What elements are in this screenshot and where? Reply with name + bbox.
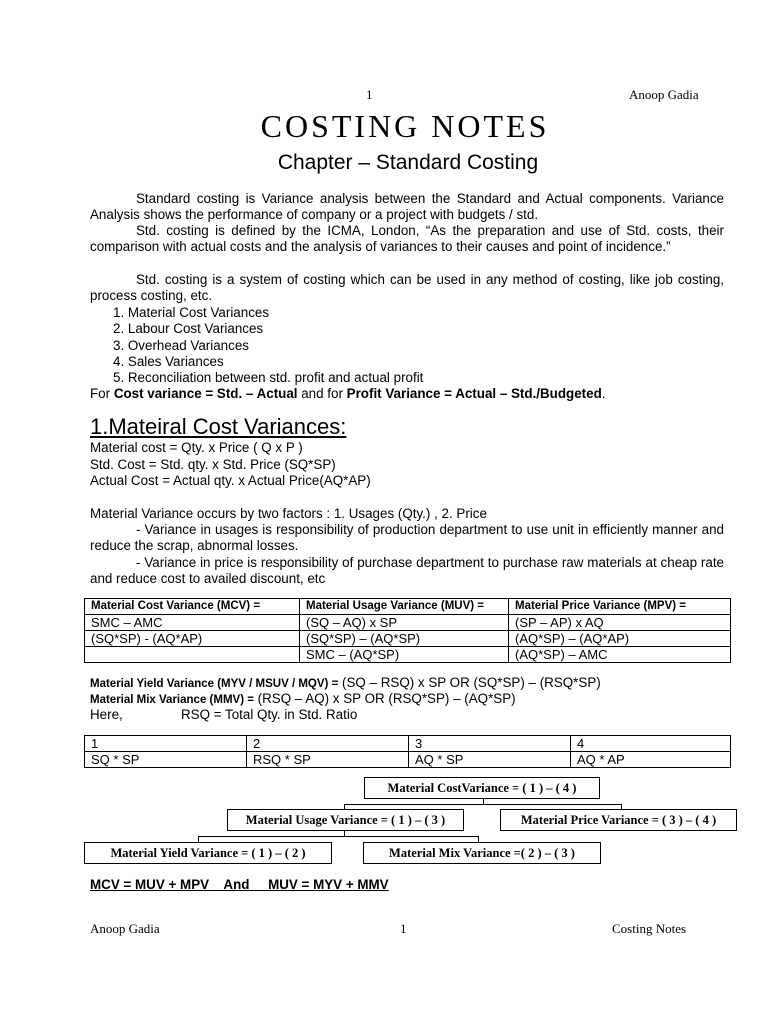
diagram-box-material-price-variance: Material Price Variance = ( 3 ) – ( 4 ) xyxy=(500,809,737,831)
yield-variance-line xyxy=(90,675,601,692)
list-item: 5. Reconciliation between std. profit and actual profit xyxy=(113,370,424,386)
table-cell: SQ * SP xyxy=(85,752,247,768)
intro-p2-text: Std. costing is defined by the ICMA, London, “As the preparation and use of Std. costs, their comparison with actual costs and the analysis of variances to their causes and point of incidence.” xyxy=(90,223,724,255)
table-cell: 1 xyxy=(85,736,247,752)
here-line xyxy=(90,707,357,723)
factors-line: Material Variance occurs by two factors : 1. Usages (Qty.) , 2. Price xyxy=(90,506,487,521)
reference-table xyxy=(84,735,731,768)
list-item: 4. Sales Variances xyxy=(113,353,224,369)
table-cell: (SQ – AQ) x SP xyxy=(300,615,509,631)
cost-variance-formula: Cost variance = Std. – Actual xyxy=(113,386,298,401)
definition-actual-cost: Actual Cost = Actual qty. x Actual Price(AQ*AP) xyxy=(90,473,371,488)
header-author: Anoop Gadia xyxy=(629,87,699,102)
formula-end: . xyxy=(601,386,606,401)
diagram-box-material-mix-variance: Material Mix Variance =( 2 ) – ( 3 ) xyxy=(363,842,601,864)
document-title: COSTING NOTES xyxy=(260,108,550,144)
table-cell: AQ * SP xyxy=(409,752,571,768)
chapter-heading: Chapter – Standard Costing xyxy=(277,151,539,174)
summary-formula: MCV = MUV + MPV And MUV = MYV + MMV xyxy=(90,877,389,892)
price-note-text: - Variance in price is responsibility of purchase department to purchase raw materials at cheap rate and reduce cost to availed discount, etc xyxy=(90,555,724,587)
formula-mid: and for xyxy=(297,386,347,401)
table-cell: RSQ * SP xyxy=(247,752,409,768)
yield-variance-label: Material Yield Variance (MYV / MSUV / MQV) = xyxy=(90,678,339,690)
variance-definition-line xyxy=(90,386,606,402)
here-label: Here, xyxy=(90,707,123,722)
mix-variance-formula: (RSQ – AQ) x SP OR (RSQ*SP) – (AQ*SP) xyxy=(253,691,516,706)
table-row xyxy=(85,631,731,647)
table-row xyxy=(85,752,731,768)
yield-variance-formula: (SQ – RSQ) x SP OR (SQ*SP) – (RSQ*SP) xyxy=(338,675,601,690)
intro-p1-text: Standard costing is Variance analysis between the Standard and Actual components. Variance Analysis shows the performance of company or a project with budgets / std. xyxy=(90,191,724,223)
profit-variance-formula: Profit Variance = Actual – Std./Budgeted xyxy=(346,386,602,401)
table-cell: (SQ*SP) - (AQ*AP) xyxy=(85,631,300,647)
footer-title: Costing Notes xyxy=(612,921,687,936)
intro-paragraph-2 xyxy=(90,223,724,256)
list-item: 3. Overhead Variances xyxy=(113,337,249,353)
table-cell: 4 xyxy=(571,736,731,752)
table-header-cell: Material Price Variance (MPV) = xyxy=(509,599,731,615)
footer-author: Anoop Gadia xyxy=(90,921,160,936)
diagram-connector xyxy=(344,804,622,805)
table-cell: (AQ*SP) – (AQ*AP) xyxy=(509,631,731,647)
variance-list xyxy=(113,305,423,386)
mix-variance-line xyxy=(90,691,516,708)
table-cell: SMC – AMC xyxy=(85,615,300,631)
diagram-box-material-cost-variance: Material CostVariance = ( 1 ) – ( 4 ) xyxy=(364,777,600,799)
rsq-definition: RSQ = Total Qty. in Std. Ratio xyxy=(181,707,358,722)
table-cell: (SP – AP) x AQ xyxy=(509,615,731,631)
intro-p3-text: Std. costing is a system of costing which can be used in any method of costing, like job costing, process costing, etc. xyxy=(90,272,724,304)
table-cell: (AQ*SP) – AMC xyxy=(509,647,731,663)
table-row xyxy=(85,615,731,631)
intro-paragraph-3 xyxy=(90,272,724,305)
list-item: 2. Labour Cost Variances xyxy=(113,321,264,337)
usage-note-text: - Variance in usages is responsibility of production department to use unit in efficiently manner and reduce the scrap, abnormal losses. xyxy=(90,522,724,554)
definition-material-cost: Material cost = Qty. x Price ( Q x P ) xyxy=(90,440,303,455)
table-cell: 3 xyxy=(409,736,571,752)
definition-std-cost: Std. Cost = Std. qty. x Std. Price (SQ*SP) xyxy=(90,457,336,472)
table-row xyxy=(85,736,731,752)
footer-page-number: 1 xyxy=(400,921,407,936)
table-header-cell: Material Cost Variance (MCV) = xyxy=(85,599,300,615)
list-item: 1. Material Cost Variances xyxy=(113,305,270,320)
table-cell xyxy=(85,647,300,663)
diagram-box-material-usage-variance: Material Usage Variance = ( 1 ) – ( 3 ) xyxy=(227,809,464,831)
formula-prefix: For xyxy=(90,386,114,401)
usage-note xyxy=(90,522,724,555)
price-note xyxy=(90,555,724,588)
variance-table xyxy=(84,598,731,663)
mix-variance-label: Material Mix Variance (MMV) = xyxy=(90,694,254,706)
table-cell: AQ * AP xyxy=(571,752,731,768)
header-page-number: 1 xyxy=(366,87,373,102)
section-heading: 1.Mateiral Cost Variances: xyxy=(90,414,347,439)
table-cell: 2 xyxy=(247,736,409,752)
table-header-row xyxy=(85,599,731,615)
intro-paragraph-1 xyxy=(90,191,724,224)
diagram-connector xyxy=(198,836,479,837)
table-row xyxy=(85,647,731,663)
diagram-box-material-yield-variance: Material Yield Variance = ( 1 ) – ( 2 ) xyxy=(84,842,332,864)
table-header-cell: Material Usage Variance (MUV) = xyxy=(300,599,509,615)
table-cell: SMC – (AQ*SP) xyxy=(300,647,509,663)
table-cell: (SQ*SP) – (AQ*SP) xyxy=(300,631,509,647)
